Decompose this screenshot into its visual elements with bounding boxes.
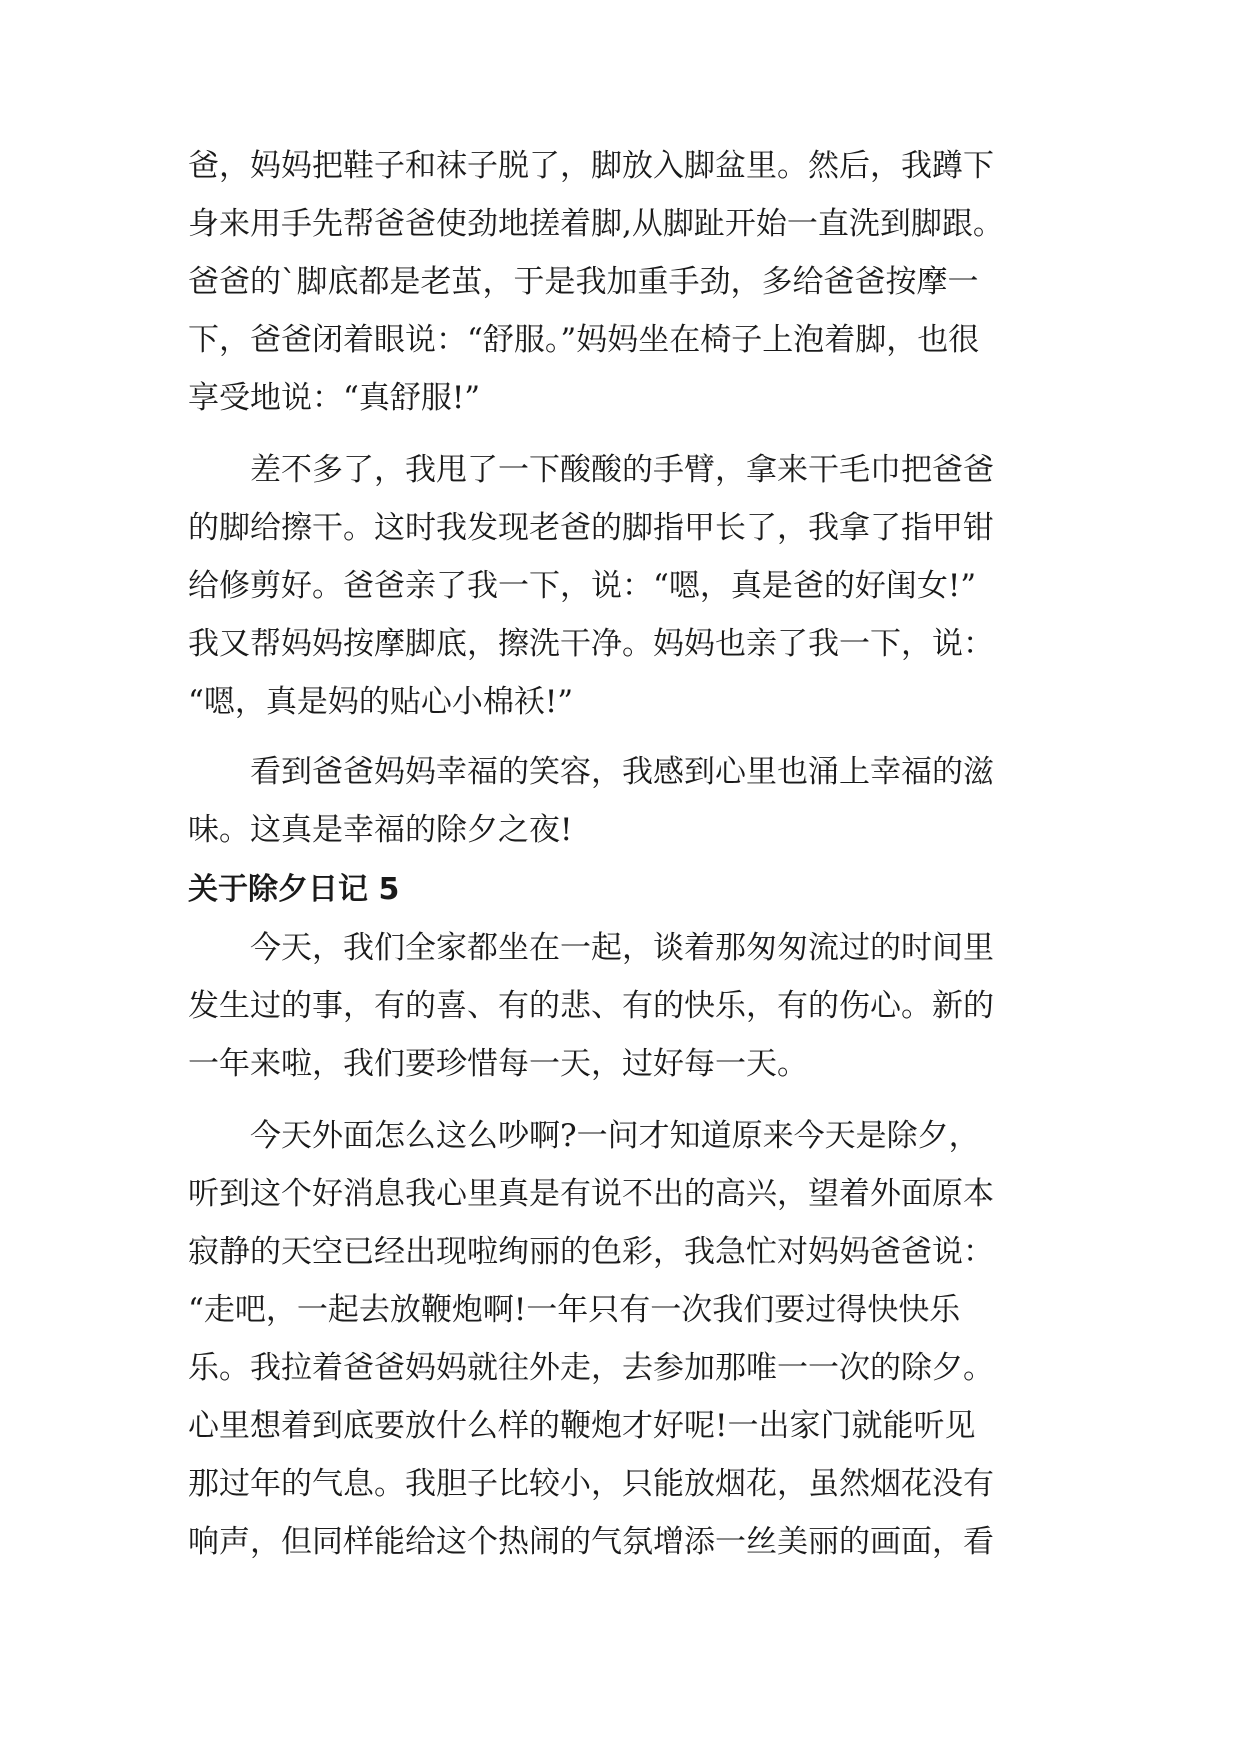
paragraph-line: 看到爸爸妈妈幸福的笑容，我感到心里也涌上幸福的滋 (188, 754, 994, 790)
paragraph-line: 心里想着到底要放什么样的鞭炮才好呢!一出家门就能听见 (188, 1408, 976, 1444)
paragraph-line: 爸，妈妈把鞋子和袜子脱了，脚放入脚盆里。然后，我蹲下 (188, 148, 994, 184)
paragraph-line: 身来用手先帮爸爸使劲地搓着脚,从脚趾开始一直洗到脚跟。 (188, 206, 1004, 242)
paragraph-line: 那过年的气息。我胆子比较小，只能放烟花，虽然烟花没有 (188, 1466, 994, 1502)
paragraph-line: 发生过的事，有的喜、有的悲、有的快乐，有的伤心。新的 (188, 988, 994, 1024)
paragraph-line: 听到这个好消息我心里真是有说不出的高兴，望着外面原本 (188, 1176, 994, 1212)
paragraph-line: “走吧，一起去放鞭炮啊!一年只有一次我们要过得快快乐 (188, 1292, 961, 1328)
paragraph-line: 响声，但同样能给这个热闹的气氛增添一丝美丽的画面，看 (188, 1524, 994, 1560)
paragraph-line: 我又帮妈妈按摩脚底，擦洗干净。妈妈也亲了我一下，说： (188, 626, 994, 662)
paragraph-line: “嗯，真是妈的贴心小棉袄!” (188, 684, 574, 720)
paragraph-line: 一年来啦，我们要珍惜每一天，过好每一天。 (188, 1046, 808, 1082)
paragraph-line: 乐。我拉着爸爸妈妈就往外走，去参加那唯一一次的除夕。 (188, 1350, 994, 1386)
paragraph-line: 的脚给擦干。这时我发现老爸的脚指甲长了，我拿了指甲钳 (188, 510, 994, 546)
paragraph-line: 今天外面怎么这么吵啊?一问才知道原来今天是除夕， (188, 1118, 980, 1154)
paragraph-line: 享受地说：“真舒服!” (188, 380, 481, 416)
paragraph-line: 味。这真是幸福的除夕之夜! (188, 812, 573, 848)
paragraph-line: 爸爸的`脚底都是老茧，于是我加重手劲，多给爸爸按摩一 (188, 264, 979, 300)
section-heading: 关于除夕日记 5 (188, 872, 400, 907)
paragraph-line: 差不多了，我甩了一下酸酸的手臂，拿来干毛巾把爸爸 (188, 452, 994, 488)
paragraph-line: 下，爸爸闭着眼说：“舒服。”妈妈坐在椅子上泡着脚，也很 (188, 322, 980, 358)
paragraph-line: 给修剪好。爸爸亲了我一下，说：“嗯，真是爸的好闺女!” (188, 568, 977, 604)
paragraph-line: 今天，我们全家都坐在一起，谈着那匆匆流过的时间里 (188, 930, 994, 966)
paragraph-line: 寂静的天空已经出现啦绚丽的色彩，我急忙对妈妈爸爸说： (188, 1234, 994, 1270)
